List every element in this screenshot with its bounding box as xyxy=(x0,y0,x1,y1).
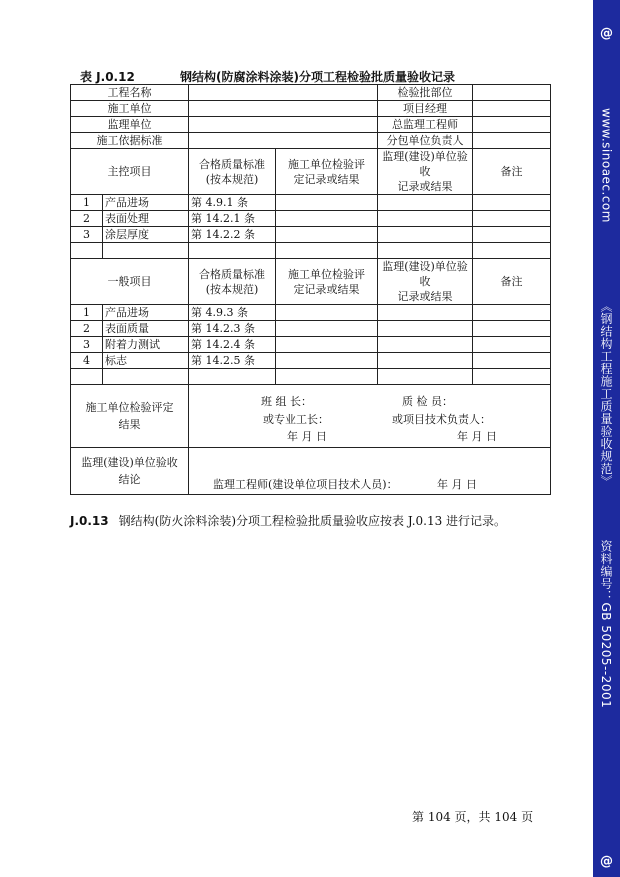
row-remark-cell xyxy=(473,211,551,227)
sidebar-url: www.sinoaec.com xyxy=(599,108,614,223)
header-general-items: 一般项目 xyxy=(71,259,189,305)
value-supervisor-unit xyxy=(189,117,378,133)
table-row xyxy=(71,353,551,369)
row-supervisor-cell xyxy=(378,227,473,243)
clause-number: J.0.13 xyxy=(70,514,109,528)
header-criteria: 合格质量标准 (按本规范) xyxy=(189,259,276,305)
value-chief-supervisor xyxy=(473,117,551,133)
row-contractor-cell xyxy=(276,211,378,227)
table-number: 表 J.0.12 xyxy=(80,70,135,84)
table-row xyxy=(71,195,551,211)
sidebar-mark-bottom: @ xyxy=(600,854,613,869)
row-number: 1 xyxy=(71,305,103,321)
main-items-header xyxy=(71,149,551,195)
info-row xyxy=(71,85,551,101)
row-supervisor-cell xyxy=(378,337,473,353)
clause-paragraph xyxy=(70,512,506,529)
header-remark: 备注 xyxy=(473,259,551,305)
row-clause: 第 14.2.4 条 xyxy=(189,337,276,353)
supervisor-signoff-area xyxy=(189,448,551,495)
row-number: 2 xyxy=(71,211,103,227)
info-row xyxy=(71,133,551,149)
header-criteria: 合格质量标准 (按本规范) xyxy=(189,149,276,195)
row-contractor-cell xyxy=(276,305,378,321)
table-title: 钢结构(防腐涂料涂装)分项工程检验批质量验收记录 xyxy=(180,70,455,84)
row-remark-cell xyxy=(473,195,551,211)
row-clause: 第 14.2.5 条 xyxy=(189,353,276,369)
sidebar-doc-code: 资料编号：GB 50205--2001 xyxy=(599,540,613,709)
row-contractor-cell xyxy=(276,195,378,211)
sidebar xyxy=(593,0,620,877)
row-supervisor-cell xyxy=(378,305,473,321)
sidebar-book-title: 《钢结构工程施工质量验收规范》 xyxy=(599,300,613,488)
table-row xyxy=(71,321,551,337)
label-project-manager: 项目经理 xyxy=(378,101,473,117)
value-project-name xyxy=(189,85,378,101)
row-contractor-cell xyxy=(276,337,378,353)
label-subcontractor-lead: 分包单位负责人 xyxy=(378,133,473,149)
row-number: 3 xyxy=(71,337,103,353)
table-row xyxy=(71,227,551,243)
row-item: 产品进场 xyxy=(103,305,189,321)
blank-row xyxy=(71,369,551,385)
row-supervisor-cell xyxy=(378,353,473,369)
supervisor-date: 年 月 日 xyxy=(437,478,477,491)
row-number: 1 xyxy=(71,195,103,211)
row-remark-cell xyxy=(473,353,551,369)
quality-inspector-label: 质 检 员： xyxy=(402,395,453,408)
supervisor-signoff-row xyxy=(71,448,551,495)
header-supervisor-result: 监理(建设)单位验收 记录或结果 xyxy=(378,259,473,305)
value-subcontractor-lead xyxy=(473,133,551,149)
table-row xyxy=(71,211,551,227)
header-contractor-result: 施工单位检验评 定记录或结果 xyxy=(276,149,378,195)
value-inspection-part xyxy=(473,85,551,101)
value-standard xyxy=(189,133,378,149)
row-clause: 第 14.2.1 条 xyxy=(189,211,276,227)
info-row xyxy=(71,117,551,133)
row-remark-cell xyxy=(473,227,551,243)
row-item: 附着力测试 xyxy=(103,337,189,353)
label-standard: 施工依据标准 xyxy=(71,133,189,149)
header-main-items: 主控项目 xyxy=(71,149,189,195)
row-clause: 第 4.9.1 条 xyxy=(189,195,276,211)
info-row xyxy=(71,101,551,117)
row-number: 3 xyxy=(71,227,103,243)
row-clause: 第 14.2.2 条 xyxy=(189,227,276,243)
row-remark-cell xyxy=(473,305,551,321)
contractor-signoff-area xyxy=(189,385,551,448)
label-supervisor-unit: 监理单位 xyxy=(71,117,189,133)
value-contractor xyxy=(189,101,378,117)
row-supervisor-cell xyxy=(378,321,473,337)
header-contractor-result: 施工单位检验评 定记录或结果 xyxy=(276,259,378,305)
contractor-signoff-row xyxy=(71,385,551,448)
row-item: 产品进场 xyxy=(103,195,189,211)
general-items-header xyxy=(71,259,551,305)
header-supervisor-result: 监理(建设)单位验收 记录或结果 xyxy=(378,149,473,195)
row-contractor-cell xyxy=(276,353,378,369)
label-contractor: 施工单位 xyxy=(71,101,189,117)
row-remark-cell xyxy=(473,321,551,337)
tech-lead-label: 或项目技术负责人： xyxy=(392,413,491,426)
row-supervisor-cell xyxy=(378,211,473,227)
row-number: 4 xyxy=(71,353,103,369)
row-number: 2 xyxy=(71,321,103,337)
clause-text: 钢结构(防火涂料涂装)分项工程检验批质量验收应按表 J.0.13 进行记录。 xyxy=(118,514,507,528)
row-remark-cell xyxy=(473,337,551,353)
table-row xyxy=(71,337,551,353)
row-item: 表面质量 xyxy=(103,321,189,337)
row-clause: 第 4.9.3 条 xyxy=(189,305,276,321)
row-item: 涂层厚度 xyxy=(103,227,189,243)
inspection-record-table xyxy=(70,84,551,495)
label-chief-supervisor: 总监理工程师 xyxy=(378,117,473,133)
page-number: 第 104 页，共 104 页 xyxy=(412,810,534,824)
contractor-signoff-label: 施工单位检验评定 结果 xyxy=(71,385,189,448)
blank-row xyxy=(71,243,551,259)
row-supervisor-cell xyxy=(378,195,473,211)
row-clause: 第 14.2.3 条 xyxy=(189,321,276,337)
supervisor-signoff-label: 监理(建设)单位验收 结论 xyxy=(71,448,189,495)
contractor-date-1: 年 月 日 xyxy=(287,430,327,443)
value-project-manager xyxy=(473,101,551,117)
table-row xyxy=(71,305,551,321)
row-item: 标志 xyxy=(103,353,189,369)
label-project-name: 工程名称 xyxy=(71,85,189,101)
label-inspection-part: 检验批部位 xyxy=(378,85,473,101)
header-remark: 备注 xyxy=(473,149,551,195)
row-contractor-cell xyxy=(276,321,378,337)
sidebar-mark-top: @ xyxy=(600,26,613,41)
row-item: 表面处理 xyxy=(103,211,189,227)
row-contractor-cell xyxy=(276,227,378,243)
foreman-label: 或专业工长： xyxy=(263,413,329,426)
contractor-date-2: 年 月 日 xyxy=(457,430,497,443)
supervisor-engineer-label: 监理工程师(建设单位项目技术人员)： xyxy=(213,478,398,491)
team-leader-label: 班 组 长： xyxy=(261,395,312,408)
